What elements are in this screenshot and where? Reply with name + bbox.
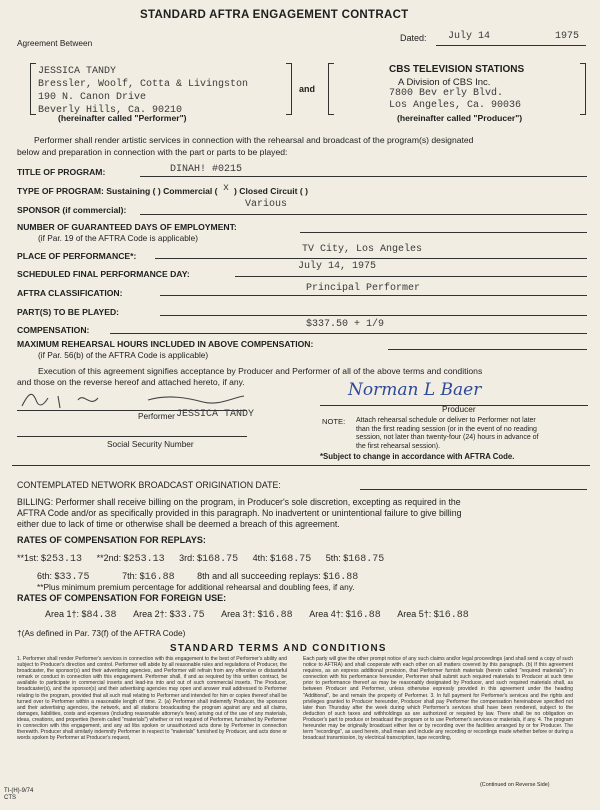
- note-line-1: Attach rehearsal schedule or deliver to Performer not later: [356, 417, 536, 424]
- max-rehearsal-hours-sub: (if Par. 56(b) of the AFTRA Code is applicable): [38, 350, 209, 360]
- network-origination-label: CONTEMPLATED NETWORK BROADCAST ORIGINATION DATE:: [17, 480, 281, 490]
- title-of-program-value: DINAH! #0215: [170, 164, 243, 175]
- closed-circuit-label: ) Closed Circuit ( ): [234, 186, 309, 196]
- producer-street: 7800 Bev erly Blvd.: [389, 88, 504, 99]
- area-1-label: Area 1†: $: [45, 609, 87, 619]
- form-number: [4, 788, 33, 802]
- dated-label: Dated:: [400, 33, 427, 43]
- area-1-value: 84.38: [86, 610, 117, 621]
- compensation-value: $337.50 + 1/9: [306, 319, 385, 330]
- replay-5-value: 168.75: [348, 554, 385, 565]
- final-performance-day-label: SCHEDULED FINAL PERFORMANCE DAY:: [17, 269, 190, 279]
- performer-street-line: 190 N. Canon Drive: [38, 92, 147, 103]
- parts-to-be-played-label: PART(S) TO BE PLAYED:: [17, 307, 120, 317]
- replay-4-value: 168.75: [275, 554, 312, 565]
- performer-sig-name: JESSICA TANDY: [176, 409, 255, 420]
- aftra-classification-label: AFTRA CLASSIFICATION:: [17, 288, 123, 298]
- replay-4-label: 4th: $: [252, 553, 276, 563]
- guaranteed-days-sub: (if Par. 19 of the AFTRA Code is applicable): [38, 233, 199, 243]
- producer-sig-label: Producer: [442, 404, 476, 414]
- commercial-checkmark: x: [223, 183, 230, 194]
- place-of-performance-value: TV City, Los Angeles: [302, 244, 423, 255]
- area-5-label: Area 5†: $: [397, 609, 439, 619]
- area-5-value: 16.88: [438, 610, 469, 621]
- replay-2-value: 253.13: [128, 554, 165, 565]
- intro-line-2: below and preparation in connection with the part or parts to be played:: [17, 147, 288, 157]
- area-3-value: 16.88: [262, 610, 293, 621]
- dated-value: July 14: [448, 31, 491, 42]
- form-code-line: CTS: [4, 795, 16, 801]
- producer-division: A Division of CBS Inc.: [398, 77, 491, 88]
- billing-line-1: BILLING: Performer shall receive billing on the program, in Producer's sole discretion, excepting as required in the: [17, 497, 461, 507]
- terms-heading: STANDARD TERMS AND CONDITIONS: [170, 643, 387, 654]
- billing-line-3: either due to lack of time or otherwise shall be deemed a breach of this agreement.: [17, 519, 340, 529]
- replay-5-label: 5th: $: [325, 553, 349, 563]
- replay-1-label: **1st: $: [17, 553, 47, 563]
- note-line-2: than the first reading session (or in the event of no reading: [356, 425, 537, 433]
- subject-note: *Subject to change in accordance with AFTRA Code.: [320, 452, 515, 461]
- area-3-label: Area 3†: $: [221, 609, 263, 619]
- ssn-label: Social Security Number: [107, 439, 194, 449]
- performer-agency-line: Bressler, Woolf, Cotta & Livingston: [38, 79, 249, 90]
- area-2-label: Area 2†: $: [133, 609, 175, 619]
- replay-8-label: 8th and all succeeding replays: $: [197, 571, 329, 581]
- foreign-note: †(As defined in Par. 73(f) of the AFTRA Code): [17, 628, 186, 638]
- replay-6-label: 6th: $: [37, 571, 60, 581]
- and-word: and: [299, 84, 316, 94]
- area-4-label: Area 4†: $: [309, 609, 351, 619]
- note-label: NOTE:: [322, 417, 346, 426]
- replay-7-label: 7th: $: [122, 571, 145, 581]
- type-of-program-label: TYPE OF PROGRAM: Sustaining ( ) Commercial (: [17, 186, 218, 196]
- terms-right-column: Each party will give the other prompt notice of any such claims and/or legal proceedings (and shall send a copy of such notice to AFTRA) and shall cooperate with each other on all matters covered by this paragraph. (b) If this agreement requires, as an express additional provision, that Performer furnish materials (herein called "required materials") in connection with his performance hereunder, Performer shall submit such required materials to Producer at such time prior to performance thereof as may be reasonably designated by Producer, and such required materials shall, as between Producer and Performer, unless otherwise expressly provided in this agreement under the heading "Additional", be and remain the property of Performer. 3. In full payment for Performer's services and the rights and privileges granted to Producer hereunder, Producer shall pay Performer the compensation hereinabove specified not later than Thursday after the week during which Performer's services shall have been rendered, subject to the deduction of such taxes and withholdings as are authorized or required by law. There shall be no obligation on Producer's part to produce or broadcast the program or to use Performer's services or materials, if any. 4. The program hereunder may be originally broadcast either live or by recording over the facilities arranged by or for Producer. The term "recordings", as used herein, shall mean and include any recording or recordings made whether before or during a broadcast transmission, by electrical transcription, tape recording,: [303, 656, 573, 742]
- max-rehearsal-hours-label: MAXIMUM REHEARSAL HOURS INCLUDED IN ABOVE COMPENSATION:: [17, 339, 314, 349]
- contract-title: STANDARD AFTRA ENGAGEMENT CONTRACT: [140, 9, 409, 21]
- replay-7-value: 16.88: [144, 572, 175, 583]
- aftra-classification-value: Principal Performer: [306, 283, 421, 294]
- intro-line-1: Performer shall render artistic services in connection with the rehearsal and broadcast of the program(s) designated: [34, 135, 474, 145]
- producer-city: Los Angeles, Ca. 90036: [389, 100, 522, 111]
- guaranteed-days-label: NUMBER OF GUARANTEED DAYS OF EMPLOYMENT:: [17, 222, 237, 232]
- continued-note: (Continued on Reverse Side): [480, 782, 550, 788]
- performer-city-line: Beverly Hills, Ca. 90210: [38, 105, 183, 116]
- form-number-line: TI-(H)-9/74: [4, 788, 34, 794]
- compensation-label: COMPENSATION:: [17, 325, 90, 335]
- replay-row-1: [17, 553, 384, 565]
- producer-signature: Norman L Baer: [348, 380, 482, 400]
- performer-name-line: JESSICA TANDY: [38, 66, 117, 77]
- note-line-3: session, not later than twenty-four (24) hours in advance of: [356, 434, 539, 442]
- agreement-between-label: Agreement Between: [17, 38, 93, 48]
- sponsor-label: SPONSOR (if commercial):: [17, 205, 127, 215]
- area-4-value: 16.88: [350, 610, 381, 621]
- dated-year: 1975: [555, 31, 580, 42]
- area-2-value: 33.75: [174, 610, 205, 621]
- replay-2-label: **2nd: $: [96, 553, 129, 563]
- replay-6-value: 33.75: [59, 572, 90, 583]
- performer-caption: (hereinafter called "Performer"): [58, 113, 187, 123]
- final-performance-day-value: July 14, 1975: [298, 261, 377, 272]
- execution-line-1: Execution of this agreement signifies acceptance by Producer and Performer of all of the above terms and conditions: [38, 366, 483, 376]
- execution-line-2: and those on the reverse hereof and attached hereto, if any.: [17, 377, 245, 387]
- replay-8-value: 16.88: [328, 572, 359, 583]
- replay-1-value: 253.13: [46, 554, 83, 565]
- replays-heading: RATES OF COMPENSATION FOR REPLAYS:: [17, 535, 206, 545]
- foreign-heading: RATES OF COMPENSATION FOR FOREIGN USE:: [17, 593, 227, 603]
- billing-line-2: AFTRA Code and/or as specifically provided in this paragraph. No inadvertent or unintentional failure to give billing: [17, 508, 462, 518]
- producer-caption: (hereinafter called "Producer"): [397, 113, 523, 123]
- note-text: [356, 417, 539, 451]
- replay-3-label: 3rd: $: [179, 553, 203, 563]
- sponsor-value: Various: [245, 199, 288, 210]
- terms-left-column: 1. Performer shall render Performer's services in connection with this engagement to the best of Performer's ability and subject to Producer's direction and control. Performer will abide by all reasonable rules and regulations of Producer, the broadcaster, the sponsor(s) and their advertising agencies, and Performer will refrain from any offensive or distasteful remark or conduct in connection with this engagement. Performer shall, if and as required by this written contract, be available to participate in commercial inserts and lead-ins into and out of such commercial inserts. The Producer, broadcaster(s), and the sponsor(s) and their advertising agencies may open and answer mail addressed to Performer relating to the program, provided that all such mail relating to Performer and intended for him or copies thereof shall be turned over to Performer within a reasonable length of time. 2. (a) Performer shall indemnify Producer, the sponsors and their advertising agencies, the network, and all stations broadcasting the program against any and all claims, damages, liabilities, costs and expenses (including reasonable attorney's fees) arising out of the use of any materials, ideas, creations, and properties (herein called "materials") whether or not required of Performer, furnished by Performer in connection with this engagement, and any ad libs spoken or unauthorized acts done by Performer in connection therewith. Producer shall similarly indemnify Performer in respect to "materials" furnished by Producer, and acts done or words spoken by Performer at Producer's request,: [17, 656, 287, 742]
- title-of-program-label: TITLE OF PROGRAM:: [17, 167, 106, 177]
- producer-company: CBS TELEVISION STATIONS: [389, 64, 525, 75]
- performer-sig-label: Performer: [138, 411, 175, 421]
- replays-note: **Plus minimum premium percentage for additional rehearsal and doubling fees, if any.: [37, 582, 355, 592]
- performer-address: [38, 65, 248, 117]
- replay-3-value: 168.75: [202, 554, 239, 565]
- note-line-4: the first rehearsal session).: [356, 442, 441, 450]
- place-of-performance-label: PLACE OF PERFORMANCE*:: [17, 251, 137, 261]
- foreign-row: [45, 609, 469, 621]
